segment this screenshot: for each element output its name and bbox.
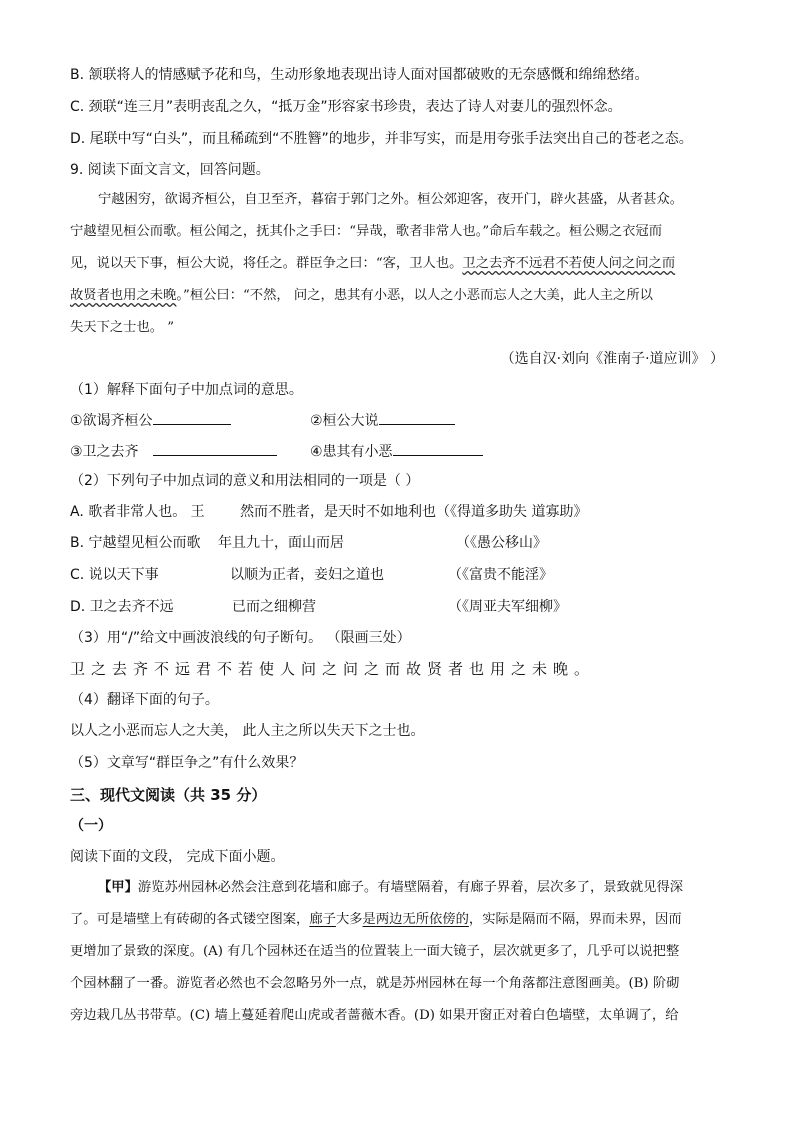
sub1-item-1-text: ①欲谒齐桓公: [70, 413, 153, 429]
poem-option-b: B. 颔联将人的情感赋予花和鸟，生动形象地表现出诗人面对国都破败的无奈感慨和绵绵愁绪。: [70, 67, 649, 83]
passage-line-1: 宁越困穷，欲谒齐桓公，自卫至齐，暮宿于郭门之外。桓公郊迎客，夜开门，辟火甚盛，从者甚众。: [98, 192, 684, 207]
answer-blank[interactable]: [153, 441, 277, 456]
sub1-item-4-text: ④患其有小恶: [310, 444, 393, 460]
sub1-item-2: [310, 410, 455, 431]
sub2-option-b-mid: 年且九十，面山而居: [218, 535, 344, 551]
poem-option-c: C. 颈联“连三月”表明丧乱之久，“抵万金”形容家书珍贵，表达了诗人对妻儿的强烈怀念。: [70, 99, 622, 115]
part-1-label: （一）: [70, 818, 112, 834]
sub5-title: （5）文章写“群臣争之”有什么效果？: [70, 755, 304, 771]
sub1-title: （1）解释下面句子中加点词的意思。: [70, 382, 303, 398]
sub2-title: （2）下列句子中加点词的意义和用法相同的一项是（ ）: [70, 473, 420, 489]
sub2-option-d-source: （《周亚夫军细柳》: [448, 599, 567, 615]
sub2-option-b-left: B. 宁越望见桓公而歌: [70, 535, 201, 551]
essay-line-1-text: 游览苏州园林必然会注意到花墙和廊子。有墙壁隔着，有廊子界着，层次多了，景致就见得深: [137, 880, 684, 895]
sub2-option-a-right: 然而不胜者，是天时不如地利也（《得道多助失 道寡助》: [240, 504, 588, 520]
question-9-title: 9. 阅读下面文言文，回答问题。: [70, 162, 270, 178]
sub2-option-b-source: （《愚公移山》: [456, 535, 547, 551]
sub3-title: （3）用“/”给文中画波浪线的句子断句。 （限画三处）: [70, 630, 411, 646]
essay-line-3: 更增加了景致的深度。(A) 有几个园林还在适当的位置装上一面大镜子，层次就更多了，几乎可以说把整: [70, 944, 680, 959]
sub3-sentence: 卫之去齐不远君不若使人问之问之而故贤者也用之未晚。: [70, 660, 596, 678]
passage-line-4: [70, 286, 653, 306]
essay-line-2-a: 了。可是墙壁上有砖砌的各式镂空图案，: [70, 912, 310, 927]
passage-source: （选自汉·刘向《淮南子·道应训》 ）: [500, 351, 724, 367]
section-3-heading: 三、现代文阅读（共 35 分）: [70, 786, 267, 804]
poem-option-d: D. 尾联中写“白头”，而且稀疏到“不胜簪”的地步，并非写实，而是用夸张手法突出自己的苍老之态。: [70, 131, 693, 147]
sub1-item-3-text: ③卫之去齐: [70, 444, 139, 460]
essay-line-5: 旁边栽几丛书带草。(C) 墙上蔓延着爬山虎或者蔷薇木香。(D) 如果开窗正对着白色墙壁，太单调了，给: [70, 1008, 679, 1023]
passage-line-3: [70, 254, 675, 274]
essay-line-1: [98, 878, 683, 898]
essay-line-2-c: 大多: [335, 912, 363, 927]
passage-line-5: 失天下之士也。 ”: [70, 320, 175, 335]
answer-blank[interactable]: [379, 410, 455, 425]
wavy-sentence-part-1: 卫之去齐不远君不若使人问之问之而: [462, 256, 676, 271]
essay-line-4: 个园林翻了一番。游览者必然也不会忽略另外一点，就是苏州园林在每一个角落都注意图画美。(B) 阶砌: [70, 976, 680, 991]
sub4-title: （4）翻译下面的句子。: [70, 692, 219, 708]
passage-label-jia: 【甲】: [98, 880, 138, 895]
sub1-item-4: [310, 441, 483, 462]
sub2-option-c-mid: 以顺为正者，妾妇之道也: [230, 567, 384, 583]
wavy-sentence-part-2: 故贤者也用之未晚: [70, 288, 177, 303]
sub1-item-3: [70, 441, 277, 462]
sub1-item-1: [70, 410, 231, 431]
sub2-option-d-mid: 已而之细柳营: [232, 599, 316, 615]
reading-instruction: 阅读下面的文段， 完成下面小题。: [70, 849, 285, 865]
sub2-option-c-left: C. 说以天下事: [70, 567, 159, 583]
passage-line-3-plain: 见，说以天下事，桓公大说，将任之。群臣争之曰：“客，卫人也。: [70, 256, 463, 271]
underlined-langzi: 廊子: [309, 912, 336, 927]
sub2-option-d-left: D. 卫之去齐不远: [70, 599, 174, 615]
essay-line-2: [70, 910, 682, 930]
passage-line-4-plain: 。”桓公曰：“不然， 问之，患其有小恶，以人之小恶而忘人之大美，此人主之所以: [176, 288, 653, 303]
sub1-item-2-text: ②桓公大说: [310, 413, 379, 429]
sub2-option-c-source: （《富贵不能淫》: [448, 567, 553, 583]
passage-line-2: 宁越望见桓公而歌。桓公闻之，抚其仆之手曰：“异哉，歌者非常人也。”命后车载之。桓公赐之衣冠而: [70, 224, 663, 239]
sub4-sentence: 以人之小恶而忘人之大美， 此人主之所以失天下之士也。: [70, 723, 425, 739]
answer-blank[interactable]: [153, 410, 231, 425]
essay-line-2-e: ，实际是隔而不隔，界而未界，因而: [468, 912, 682, 927]
sub2-option-a-left: A. 歌者非常人也。 王: [70, 504, 205, 520]
answer-blank[interactable]: [393, 441, 483, 456]
underlined-phrase: 是两边无所依傍的: [362, 912, 469, 927]
